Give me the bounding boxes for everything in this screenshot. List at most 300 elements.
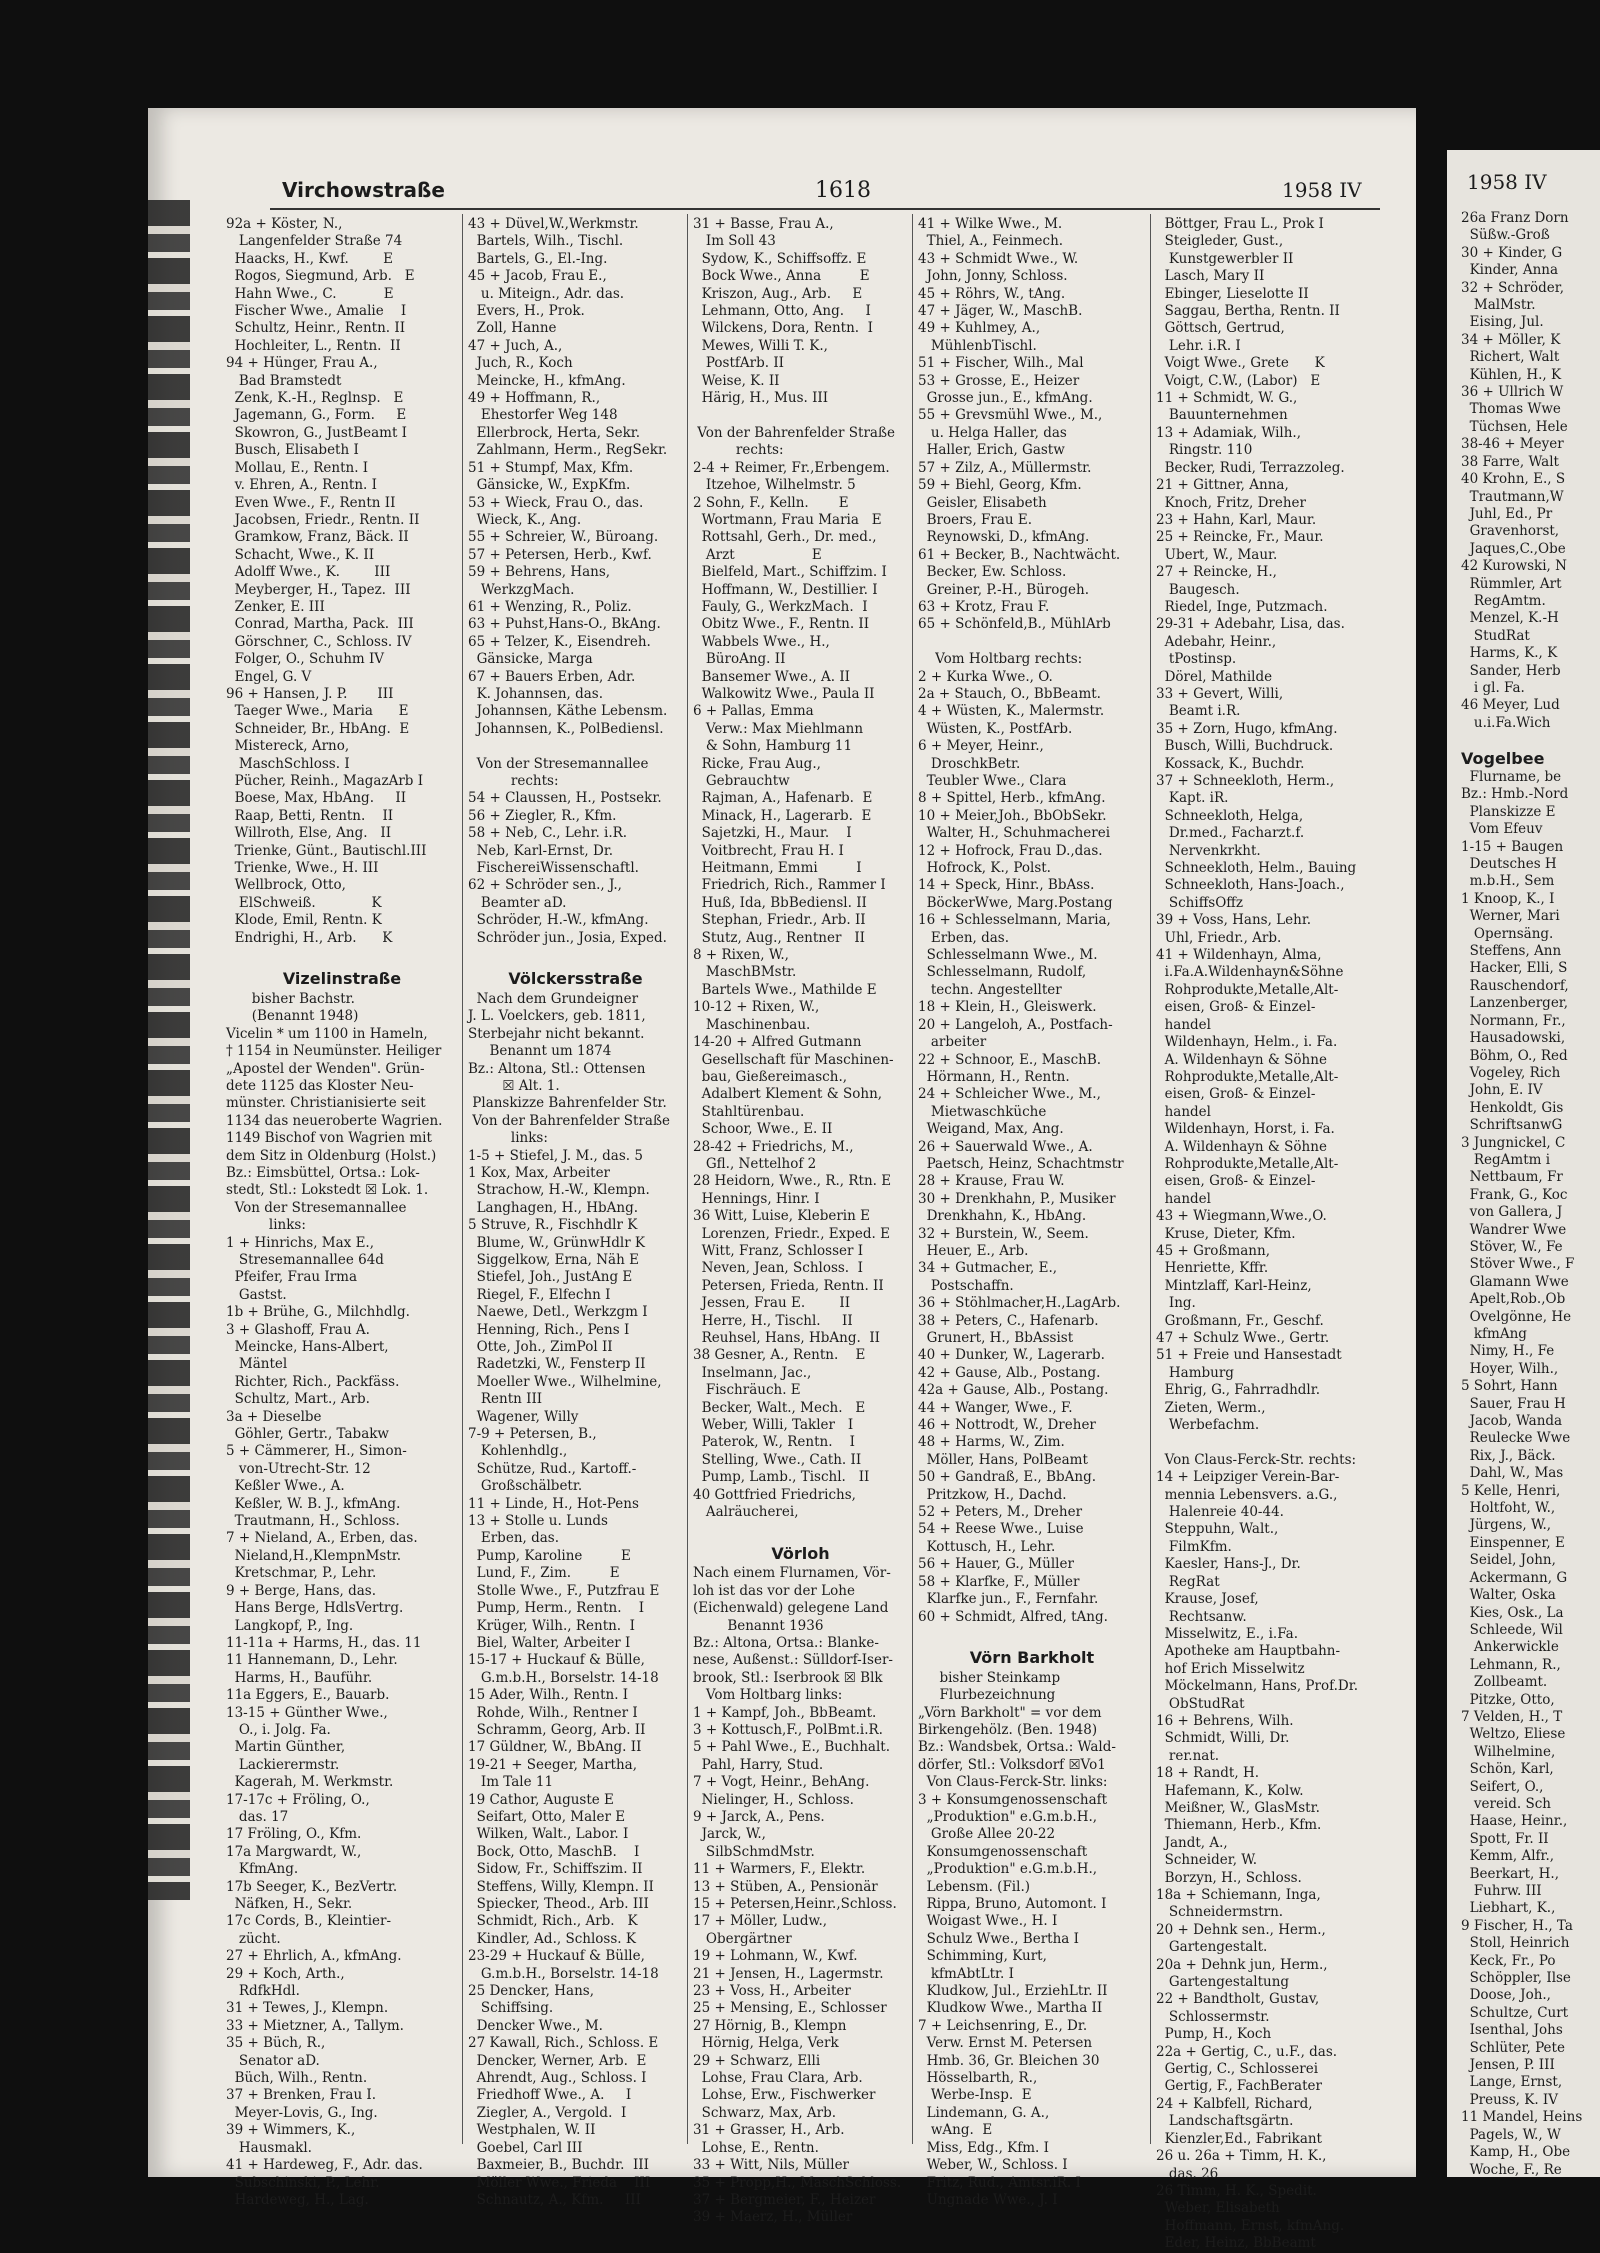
directory-entry-line: 5 Kelle, Henri, bbox=[1461, 1482, 1561, 1499]
directory-entry-line: Lohse, E., Rentn. bbox=[693, 2139, 819, 2156]
directory-entry-line: Friedhoff Wwe., A. I bbox=[468, 2087, 632, 2104]
street-heading: Vörn Barkholt bbox=[969, 1648, 1095, 1668]
directory-entry-line: Hardeweg, H., Lag. bbox=[226, 2191, 369, 2208]
directory-entry-line: Rentn III bbox=[468, 1391, 543, 1408]
directory-entry-line: Dencker, Werner, Arb. E bbox=[468, 2052, 647, 2069]
directory-entry-line: Sidow, Fr., Schiffszim. II bbox=[468, 1861, 643, 1878]
directory-entry-line: Sauer, Frau H bbox=[1461, 1395, 1566, 1412]
directory-entry-line: DroschkBetr. bbox=[918, 755, 1021, 772]
directory-entry-line bbox=[1461, 732, 1582, 749]
directory-entry-line: Kühlen, H., K bbox=[1461, 366, 1562, 383]
directory-entry-line: Sajetzki, H., Maur. I bbox=[693, 825, 852, 842]
directory-entry-line: 9 Fischer, H., Ta bbox=[1461, 1917, 1573, 1934]
directory-entry-line: RegRat bbox=[1156, 1573, 1220, 1590]
directory-entry-line: kfmAng bbox=[1461, 1326, 1527, 1342]
directory-entry-line: „Produktion" e.G.m.b.H., bbox=[918, 1861, 1098, 1878]
directory-entry-line: Ebinger, Lieselotte II bbox=[1156, 285, 1309, 302]
directory-entry-line: 1-5 + Stiefel, J. M., das. 5 bbox=[468, 1147, 643, 1164]
directory-entry-line: 22a + Gertig, C., u.F., das. bbox=[1156, 2043, 1338, 2060]
directory-entry-line: Verw.: Max Miehlmann bbox=[693, 720, 864, 737]
directory-entry-line: 24 + Schleicher Wwe., M., bbox=[918, 1086, 1101, 1103]
directory-entry-line: Bz.: Altona, Ortsa.: Blanke- bbox=[693, 1634, 879, 1651]
directory-entry-line: Gertig, F., FachBerater bbox=[1156, 2078, 1322, 2095]
directory-entry-line: Ehrig, G., Fahrradhdlr. bbox=[1156, 1382, 1321, 1399]
directory-entry-line: Rix, J., Bäck. bbox=[1461, 1447, 1556, 1464]
directory-entry-line: Johannsen, Käthe Lebensm. bbox=[468, 703, 668, 720]
directory-entry-line: Verw. Ernst M. Petersen bbox=[918, 2035, 1093, 2052]
directory-entry-line: 15 + Petersen,Heinr.,Schloss. bbox=[693, 1896, 897, 1912]
directory-entry-line: Knoch, Fritz, Dreher bbox=[1156, 494, 1306, 511]
directory-entry-line: John, Jonny, Schloss. bbox=[918, 268, 1068, 285]
directory-entry-line: Lohse, Frau Clara, Arb. bbox=[693, 2070, 863, 2087]
directory-entry-line: Möller Wwe., Frieda III bbox=[468, 2174, 651, 2191]
directory-entry-line: Conrad, Martha, Pack. III bbox=[226, 616, 414, 633]
directory-entry-line: Liebhart, K., bbox=[1461, 1900, 1556, 1917]
directory-entry-line: Johannsen, K., PolBediensl. bbox=[468, 720, 664, 737]
directory-entry-line: Jacobsen, Friedr., Rentn. II bbox=[226, 511, 420, 528]
street-heading: Vizelinstraße bbox=[282, 969, 402, 989]
directory-entry-line: A. Wildenhayn & Söhne bbox=[1156, 1051, 1327, 1068]
directory-entry-line: Opernsäng. bbox=[1461, 925, 1554, 942]
directory-entry-line: 45 + Großmann, bbox=[1156, 1242, 1270, 1259]
directory-entry-line: Dencker Wwe., M. bbox=[468, 2017, 603, 2034]
directory-entry-line: 3 + Glashoff, Frau A. bbox=[226, 1321, 370, 1338]
directory-entry-line: Lehr. i.R. I bbox=[1156, 337, 1241, 354]
directory-entry-line: Wildenhayn, Horst, i. Fa. bbox=[1156, 1121, 1335, 1138]
directory-entry-line: 30 + Kinder, G bbox=[1461, 244, 1563, 261]
directory-entry-line: Harms, H., Bauführ. bbox=[226, 1669, 373, 1686]
directory-entry-line: Beerkart, H., bbox=[1461, 1865, 1559, 1882]
directory-entry-line: 94 + Hünger, Frau A., bbox=[226, 355, 378, 372]
directory-entry-line: Holtfoht, W., bbox=[1461, 1500, 1556, 1517]
directory-entry-line: Seifart, Otto, Maler E bbox=[468, 1808, 626, 1825]
page-number: 1618 bbox=[815, 178, 871, 203]
directory-entry-line: Keßler, W. B. J., kfmAng. bbox=[226, 1495, 401, 1512]
directory-entry-line: 17b Seeger, K., BezVertr. bbox=[226, 1878, 398, 1895]
directory-entry-line: Hoffmann, Ernst, kfmAng. bbox=[1156, 2217, 1345, 2234]
directory-entry-line: BüroAng. II bbox=[693, 651, 786, 668]
directory-entry-line: 1149 Bischof von Wagrien mit bbox=[226, 1130, 432, 1147]
directory-entry-line: 96 + Hansen, J. P. III bbox=[226, 685, 394, 702]
directory-entry-line: Pump, H., Koch bbox=[1156, 2026, 1272, 2043]
directory-entry-line: 67 + Bauers Erben, Adr. bbox=[468, 668, 636, 685]
directory-entry-line: 26a Franz Dorn bbox=[1461, 210, 1569, 226]
directory-entry-line: Aalräucherei, bbox=[693, 1504, 799, 1521]
directory-entry-line: Kienzler,Ed., Fabrikant bbox=[1156, 2130, 1322, 2147]
directory-entry-line: Hafemann, K., Kolw. bbox=[1156, 1782, 1304, 1799]
directory-entry-line: 55 + Schreier, W., Büroang. bbox=[468, 529, 659, 546]
directory-entry-line: rechts: bbox=[693, 442, 784, 459]
directory-entry-line: Schlossermstr. bbox=[1156, 2008, 1270, 2025]
directory-entry-line: Willroth, Else, Ang. II bbox=[226, 825, 392, 842]
directory-entry-line: Schneekloth, Helm., Bauing bbox=[1156, 860, 1357, 877]
directory-entry-line: Adebahr, Heinr., bbox=[1156, 633, 1277, 650]
directory-entry-line: Böhm, O., Red bbox=[1461, 1047, 1568, 1064]
directory-entry-line: Becker, Ew. Schloss. bbox=[918, 564, 1067, 581]
directory-entry-line: Stolle Wwe., F., Putzfrau E bbox=[468, 1582, 660, 1599]
directory-entry-line: Richter, Rich., Packfäss. bbox=[226, 1373, 400, 1390]
directory-entry-line: 60 + Schmidt, Alfred, tAng. bbox=[918, 1608, 1108, 1625]
directory-entry-line: PostfArb. II bbox=[693, 355, 784, 372]
directory-entry-line: 26 Timm, H. K., Spedit. bbox=[1156, 2182, 1317, 2199]
directory-entry-line: Bartels Wwe., Mathilde E bbox=[693, 981, 877, 998]
directory-entry-line: Möckelmann, Hans, Prof.Dr. bbox=[1156, 1678, 1358, 1695]
directory-entry-line: Schneekloth, Helga, bbox=[1156, 807, 1304, 824]
directory-entry-line: Von der Stresemannallee bbox=[226, 1199, 407, 1216]
directory-entry-line: 14 + Speck, Hinr., BbAss. bbox=[918, 877, 1095, 894]
directory-entry-line: Flurname, be bbox=[1461, 769, 1562, 785]
directory-entry-line: Petersen, Frieda, Rentn. II bbox=[693, 1277, 884, 1294]
directory-entry-line: 56 + Hauer, G., Müller bbox=[918, 1556, 1074, 1573]
directory-entry-line: Kludkow Wwe., Martha II bbox=[918, 2000, 1103, 2017]
directory-entry-line: i gl. Fa. bbox=[1461, 679, 1525, 696]
directory-entry-line: 9 + Berge, Hans, das. bbox=[226, 1582, 376, 1599]
directory-entry-line: KfmAng. bbox=[226, 1861, 299, 1878]
directory-entry-line: dörfer, Stl.: Volksdorf ☒Vo1 bbox=[918, 1756, 1106, 1773]
directory-entry-line: Henkoldt, Gis bbox=[1461, 1099, 1564, 1116]
directory-entry-line: Teubler Wwe., Clara bbox=[918, 773, 1067, 789]
directory-entry-line: 54 + Claussen, H., Postsekr. bbox=[468, 790, 662, 807]
directory-entry-line: Hausmakl. bbox=[226, 2139, 312, 2156]
running-street-header: Virchowstraße bbox=[282, 178, 445, 202]
directory-entry-line: 25 + Reincke, Fr., Maur. bbox=[1156, 529, 1324, 546]
directory-entry-line: Werbefachm. bbox=[1156, 1417, 1260, 1434]
directory-entry-line: Apelt,Rob.,Ob bbox=[1461, 1291, 1566, 1308]
directory-entry-line: Einspenner, E bbox=[1461, 1534, 1565, 1551]
directory-entry-line: 11 + Schmidt, W. G., bbox=[1156, 390, 1298, 407]
directory-entry-line: techn. Angestellter bbox=[918, 981, 1062, 998]
directory-entry-line: Obitz Wwe., F., Rentn. II bbox=[693, 616, 870, 633]
directory-entry-line: Stahltürenbau. bbox=[693, 1103, 805, 1120]
directory-entry-line: Steigleder, Gust., bbox=[1156, 233, 1284, 250]
directory-entry-line: Folger, O., Schuhm IV bbox=[226, 651, 385, 668]
directory-entry-line: Schmidt, Willi, Dr. bbox=[1156, 1730, 1290, 1747]
directory-entry-line: Vom Efeuv bbox=[1461, 821, 1543, 838]
directory-entry-line: 30 + Drenkhahn, P., Musiker bbox=[918, 1190, 1116, 1207]
directory-entry-line: Lange, Ernst, bbox=[1461, 2074, 1563, 2091]
directory-entry-line: Bielfeld, Mart., Schiffzim. I bbox=[693, 564, 887, 581]
directory-entry-line: Lackierermstr. bbox=[226, 1756, 340, 1773]
directory-entry-line: Otte, Joh., ZimPol II bbox=[468, 1339, 613, 1355]
directory-entry-line: 21 + Jensen, H., Lagermstr. bbox=[693, 1965, 884, 1982]
directory-entry-line: Wellbrock, Otto, bbox=[226, 877, 346, 894]
adjacent-page-column bbox=[1461, 210, 1582, 2179]
directory-entry-line: MaschSchloss. I bbox=[226, 755, 350, 772]
directory-entry-line: Deutsches H bbox=[1461, 856, 1557, 873]
directory-entry-line: 65 + Telzer, K., Eisendreh. bbox=[468, 633, 651, 650]
directory-entry-line: K. Johannsen, das. bbox=[468, 685, 604, 702]
directory-entry-line: 9 + Jarck, A., Pens. bbox=[693, 1808, 825, 1825]
column-divider bbox=[462, 214, 463, 2144]
directory-entry-line: Großmann, Fr., Geschf. bbox=[1156, 1312, 1324, 1329]
directory-entry-line: 26 + Sauerwald Wwe., A. bbox=[918, 1138, 1093, 1155]
directory-entry-line: Böttger, Frau L., Prok I bbox=[1156, 216, 1324, 232]
column-4 bbox=[918, 216, 1146, 2208]
directory-entry-line: Stiefel, Joh., JustAng E bbox=[468, 1269, 633, 1286]
directory-entry-line: Kossack, K., Buchdr. bbox=[1156, 755, 1305, 772]
directory-entry-line: vereid. Sch bbox=[1461, 1795, 1551, 1812]
directory-entry-line: Lorenzen, Friedr., Exped. E bbox=[693, 1225, 890, 1242]
directory-entry-line: Eder, Heinz, BbBeamt bbox=[1156, 2235, 1316, 2252]
directory-entry-line: arbeiter bbox=[918, 1034, 987, 1051]
directory-entry-line: Mintzlaff, Karl-Heinz, bbox=[1156, 1277, 1312, 1294]
directory-entry-line: 14-20 + Alfred Gutmann bbox=[693, 1034, 862, 1051]
directory-entry-line: Weber, W., Schloss. I bbox=[918, 2157, 1068, 2174]
directory-entry-line: 5 Sohrt, Hann bbox=[1461, 1378, 1558, 1395]
directory-entry-line: Jensen, P. III bbox=[1461, 2057, 1555, 2074]
directory-entry-line: Pagels, W., W bbox=[1461, 2126, 1561, 2143]
directory-entry-line: Planskizze E bbox=[1461, 803, 1556, 820]
directory-entry-line: Mäntel bbox=[226, 1356, 288, 1373]
directory-entry-line: 16 + Schlesselmann, Maria, bbox=[918, 912, 1111, 929]
directory-entry-line: Weber, Willi, Takler I bbox=[693, 1417, 854, 1434]
directory-entry-line: Friedrich, Rich., Rammer I bbox=[693, 877, 886, 894]
directory-entry-line bbox=[918, 1626, 1146, 1643]
directory-entry-line: Erben, das. bbox=[468, 1530, 559, 1547]
directory-entry-line: Stoll, Heinrich bbox=[1461, 1935, 1570, 1952]
directory-entry-line: 41 + Wildenhayn, Alma, bbox=[1156, 947, 1322, 964]
directory-entry-line: Kludkow, Jul., ErziehLtr. II bbox=[918, 1983, 1108, 2000]
directory-entry-line: Lohse, Erw., Fischwerker bbox=[693, 2087, 876, 2104]
directory-entry-line: Haacks, H., Kwf. E bbox=[226, 250, 393, 267]
directory-entry-line: Broers, Frau E. bbox=[918, 511, 1033, 528]
directory-entry-line: Meyberger, H., Tapez. III bbox=[226, 581, 411, 598]
directory-entry-line: handel bbox=[1156, 1190, 1211, 1207]
directory-entry-line: 33 + Mietzner, A., Tallym. bbox=[226, 2017, 404, 2034]
directory-entry-line: Baugesch. bbox=[1156, 581, 1240, 598]
directory-entry-line: Weigand, Max, Ang. bbox=[918, 1121, 1064, 1138]
directory-entry-line: 7-9 + Petersen, B., bbox=[468, 1426, 597, 1443]
directory-entry-line: 38 Gesner, A., Rentn. E bbox=[693, 1347, 866, 1364]
directory-entry-line: Evers, H., Prok. bbox=[468, 303, 585, 320]
directory-entry-line: 23 + Hahn, Karl, Maur. bbox=[1156, 511, 1317, 528]
directory-entry-line: Hochleiter, L., Rentn. II bbox=[226, 337, 401, 354]
column-1 bbox=[226, 216, 458, 2208]
directory-entry-line: Fischer Wwe., Amalie I bbox=[226, 303, 407, 320]
directory-entry-line: 11a Eggers, E., Bauarb. bbox=[226, 1687, 390, 1704]
directory-entry-line bbox=[918, 634, 1146, 651]
directory-entry-line: brook, Stl.: Iserbrook ☒ Blk bbox=[693, 1669, 883, 1686]
directory-entry-line: Itzehoe, Wilhelmstr. 5 bbox=[693, 477, 856, 494]
directory-entry-line: Göttsch, Gertrud, bbox=[1156, 320, 1285, 337]
directory-entry-line: tPostinsp. bbox=[1156, 651, 1237, 668]
directory-entry-line: Isenthal, Johs bbox=[1461, 2022, 1563, 2039]
directory-entry-line: Bartels, G., El.-Ing. bbox=[468, 250, 608, 267]
directory-entry-line: 39 + Maerz, H., Müller bbox=[693, 2209, 853, 2226]
directory-entry-line: Wilken, Walt., Labor. I bbox=[468, 1826, 629, 1843]
directory-entry-line: Boese, Max, HbAng. II bbox=[226, 790, 407, 807]
directory-entry-line: 29 + Koch, Arth., bbox=[226, 1965, 345, 1982]
directory-entry-line: Misselwitz, E., i.Fa. bbox=[1156, 1625, 1299, 1642]
directory-entry-line: hof Erich Misselwitz bbox=[1156, 1660, 1305, 1677]
directory-entry-line: 13 + Adamiak, Wilh., bbox=[1156, 424, 1301, 441]
directory-entry-line: Postschaffn. bbox=[918, 1277, 1014, 1294]
directory-entry-line: Kagerah, M. Werkmstr. bbox=[226, 1774, 394, 1791]
directory-entry-line: Schiffsing. bbox=[468, 2000, 554, 2017]
directory-entry-line: Langenfelder Straße 74 bbox=[226, 233, 403, 250]
directory-entry-line: Rohde, Wilh., Rentner I bbox=[468, 1704, 638, 1721]
directory-entry-line: Henning, Rich., Pens I bbox=[468, 1321, 630, 1338]
directory-entry-line: 58 + Klarfke, F., Müller bbox=[918, 1573, 1080, 1590]
directory-entry-line: Adalbert Klement & Sohn, bbox=[693, 1086, 883, 1103]
directory-entry-line: 14 + Leipziger Verein-Bar- bbox=[1156, 1469, 1340, 1486]
directory-entry-line: Schröder, H.-W., kfmAng. bbox=[468, 912, 649, 929]
directory-entry-line: Werbe-Insp. E bbox=[918, 2087, 1032, 2104]
directory-entry-line bbox=[693, 407, 908, 424]
directory-entry-line: von Gallera, J bbox=[1461, 1204, 1563, 1221]
directory-entry-line: Naewe, Detl., Werkzgm I bbox=[468, 1304, 648, 1321]
directory-entry-line: Flurbezeichnung bbox=[918, 1687, 1056, 1704]
directory-entry-line: 37 + Schneekloth, Herm., bbox=[1156, 773, 1335, 789]
directory-entry-line: Hoffmann, W., Destillier. I bbox=[693, 581, 878, 598]
directory-entry-line: Vicelin * um 1100 in Hameln, bbox=[226, 1025, 428, 1042]
directory-entry-line: Vogeley, Rich bbox=[1461, 1064, 1561, 1081]
directory-entry-line: 48 + Harms, W., Zim. bbox=[918, 1434, 1065, 1451]
column-divider bbox=[687, 214, 688, 2144]
directory-entry-line: Gramkow, Franz, Bäck. II bbox=[226, 529, 409, 546]
directory-entry-line: Minack, H., Lagerarb. E bbox=[693, 807, 872, 824]
directory-entry-line: Schnautz, A., Kfm. III bbox=[468, 2191, 641, 2208]
directory-entry-line: Ungnade Wwe., J. I bbox=[918, 2191, 1058, 2208]
directory-entry-line: Hörnig, Helga, Verk bbox=[693, 2035, 839, 2052]
directory-entry-line: Mewes, Willi T. K., bbox=[693, 337, 828, 354]
directory-entry-line: Keck, Fr., Po bbox=[1461, 1952, 1556, 1969]
directory-entry-line: Westphalen, W. II bbox=[468, 2122, 596, 2139]
directory-entry-line: 1 + Hinrichs, Max E., bbox=[226, 1234, 375, 1251]
column-2 bbox=[468, 216, 683, 2208]
street-heading: Völckersstraße bbox=[508, 969, 643, 989]
directory-entry-line: 58 + Neb, C., Lehr. i.R. bbox=[468, 825, 628, 842]
directory-entry-line: Maschinenbau. bbox=[693, 1016, 811, 1033]
directory-entry-line: Richert, Walt bbox=[1461, 349, 1560, 366]
directory-entry-line: 11 Mandel, Heins bbox=[1461, 2109, 1583, 2126]
directory-entry-line: Thiemann, Herb., Kfm. bbox=[1156, 1817, 1322, 1834]
directory-entry-line: Walter, Oska bbox=[1461, 1587, 1556, 1604]
directory-entry-line: 59 + Behrens, Hans, bbox=[468, 564, 611, 581]
directory-entry-line: Ricke, Frau Aug., bbox=[693, 755, 821, 772]
directory-entry-line: 36 + Ullrich W bbox=[1461, 384, 1564, 401]
directory-entry-line: dete 1125 das Kloster Neu- bbox=[226, 1077, 414, 1094]
directory-entry-line: 1-15 + Baugen bbox=[1461, 838, 1564, 855]
directory-entry-line: Pump, Karoline E bbox=[468, 1547, 631, 1564]
directory-entry-line: † 1154 in Neumünster. Heiliger bbox=[226, 1043, 442, 1060]
directory-entry-line: Rechtsanw. bbox=[1156, 1608, 1247, 1625]
directory-entry-line: J. L. Voelckers, geb. 1811, bbox=[468, 1008, 646, 1025]
directory-entry-line: Ellerbrock, Herta, Sekr. bbox=[468, 424, 641, 441]
directory-entry-line: Beamt i.R. bbox=[1156, 703, 1241, 720]
directory-entry-line: Busch, Willi, Buchdruck. bbox=[1156, 738, 1334, 755]
directory-entry-line: Bauunternehmen bbox=[1156, 407, 1288, 424]
directory-entry-line: Biel, Walter, Arbeiter I bbox=[468, 1634, 631, 1651]
directory-entry-line: Haase, Heinr., bbox=[1461, 1813, 1568, 1830]
directory-entry-line: Meincke, H., kfmAng. bbox=[468, 372, 626, 389]
directory-entry-line: u. Helga Haller, das bbox=[918, 424, 1067, 441]
directory-entry-line: 26 u. 26a + Timm, H. K., bbox=[1156, 2148, 1327, 2165]
directory-entry-line: 62 + Schröder sen., J., bbox=[468, 877, 622, 894]
directory-entry-line: 31 + Tewes, J., Klempn. bbox=[226, 2000, 389, 2017]
directory-entry-line: Zenk, K.-H., Reglnsp. E bbox=[226, 390, 404, 407]
directory-entry-line: Radetzki, W., Fensterp II bbox=[468, 1356, 646, 1373]
directory-entry-line: Schneider, W. bbox=[1156, 1852, 1258, 1869]
directory-entry-line: 19 + Lohmann, W., Kwf. bbox=[693, 1948, 858, 1965]
directory-entry-line: Steffens, Willy, Klempn. II bbox=[468, 1878, 654, 1895]
directory-entry-line: 11 + Linde, H., Hot-Pens bbox=[468, 1495, 639, 1512]
directory-entry-line: Kapt. iR. bbox=[1156, 790, 1229, 807]
directory-entry-line: Rottsahl, Gerh., Dr. med., bbox=[693, 529, 877, 546]
directory-entry-line: Schacht, Wwe., K. II bbox=[226, 546, 375, 563]
directory-entry-line: 46 Meyer, Lud bbox=[1461, 697, 1560, 714]
directory-entry-line: Schneekloth, Hans-Joach., bbox=[1156, 877, 1345, 894]
directory-entry-line: 22 + Bandtholt, Gustav, bbox=[1156, 1991, 1320, 2008]
directory-entry-line: Siggelkow, Erna, Näh E bbox=[468, 1251, 639, 1268]
directory-entry-line: Woigast Wwe., H. I bbox=[918, 1913, 1058, 1930]
directory-entry-line: Süßw.-Groß bbox=[1461, 227, 1550, 244]
directory-entry-line: Meyer-Lovis, G., Ing. bbox=[226, 2104, 378, 2121]
directory-entry-line: Vom Holtbarg rechts: bbox=[918, 651, 1083, 668]
directory-entry-line: Apotheke am Hauptbahn- bbox=[1156, 1643, 1341, 1660]
directory-entry-line: 13-15 + Günther Wwe., bbox=[226, 1704, 388, 1721]
directory-entry-line: Benannt 1936 bbox=[693, 1617, 824, 1634]
directory-entry-line: Zenker, E. III bbox=[226, 598, 325, 615]
directory-entry-line: Wabbels Wwe., H., bbox=[693, 633, 830, 650]
directory-entry-line: 1b + Brühe, G., Milchhdlg. bbox=[226, 1304, 410, 1321]
directory-entry-line: 40 Gottfried Friedrichs, bbox=[693, 1486, 856, 1503]
directory-entry-line: ElSchweiß. K bbox=[226, 894, 382, 911]
directory-entry-line: Zieten, Werm., bbox=[1156, 1399, 1266, 1416]
directory-entry-line: 63 + Krotz, Frau F. bbox=[918, 598, 1050, 615]
directory-entry-line: Adolff Wwe., K. III bbox=[226, 564, 391, 581]
directory-entry-line: ☒ Alt. 1. bbox=[468, 1077, 560, 1094]
directory-entry-line: Hausadowski, bbox=[1461, 1030, 1566, 1047]
directory-entry-line: Hoyer, Wilh., bbox=[1461, 1360, 1559, 1377]
directory-entry-line: Klarfke jun., F., Fernfahr. bbox=[918, 1591, 1099, 1608]
directory-entry-line: münster. Christianisierte seit bbox=[226, 1095, 426, 1112]
directory-entry-line: Baxmeier, B., Buchdr. III bbox=[468, 2157, 649, 2174]
directory-entry-line: Paterok, W., Rentn. I bbox=[693, 1434, 856, 1451]
directory-entry-line bbox=[1156, 1434, 1408, 1451]
directory-entry-line: 7 Velden, H., T bbox=[1461, 1708, 1563, 1725]
directory-entry-line: 10 + Meier,Joh., BbObSekr. bbox=[918, 807, 1107, 824]
directory-entry-line: Ahrendt, Aug., Schloss. I bbox=[468, 2070, 647, 2087]
directory-entry-line: Hans Berge, HdlsVertrg. bbox=[226, 1600, 404, 1617]
directory-entry-line: 40 + Dunker, W., Lagerarb. bbox=[918, 1347, 1105, 1364]
directory-entry-line: 56 + Ziegler, R., Kfm. bbox=[468, 807, 617, 824]
directory-entry-line: Rümmler, Art bbox=[1461, 575, 1562, 592]
directory-entry-line: 43 + Wiegmann,Wwe.,O. bbox=[1156, 1208, 1327, 1225]
directory-entry-line: 28-42 + Friedrichs, M., bbox=[693, 1138, 854, 1155]
directory-entry-line: Von Claus-Ferck-Str. links: bbox=[918, 1774, 1108, 1791]
directory-entry-line: Hamburg bbox=[1156, 1364, 1234, 1381]
directory-entry-line: Hmb. 36, Gr. Bleichen 30 bbox=[918, 2052, 1100, 2069]
directory-entry-line: Spiecker, Theod., Arb. III bbox=[468, 1896, 649, 1912]
directory-entry-line: Grunert, H., BbAssist bbox=[918, 1330, 1074, 1346]
directory-entry-line: 44 + Wanger, Wwe., F. bbox=[918, 1399, 1073, 1416]
directory-entry-line: Dahl, W., Mas bbox=[1461, 1465, 1564, 1482]
directory-entry-line: 54 + Reese Wwe., Luise bbox=[918, 1521, 1084, 1538]
directory-entry-line: 61 + Becker, B., Nachtwächt. bbox=[918, 546, 1121, 563]
directory-entry-line: Hacker, Elli, S bbox=[1461, 960, 1568, 977]
directory-entry-line: Witt, Franz, Schlosser I bbox=[693, 1242, 864, 1259]
directory-entry-line: Busch, Elisabeth I bbox=[226, 442, 359, 459]
directory-entry-line: Trautmann, H., Schloss. bbox=[226, 1513, 400, 1530]
directory-entry-line: 37 + Bergmeier, F., Heizer bbox=[693, 2191, 876, 2208]
directory-entry-line: Kunstgewerbler II bbox=[1156, 250, 1294, 267]
directory-entry-line: Ackermann, G bbox=[1461, 1569, 1568, 1586]
directory-entry-line: Bartels, Wilh., Tischl. bbox=[468, 233, 624, 250]
directory-entry-line: Pump, Lamb., Tischl. II bbox=[693, 1469, 870, 1486]
directory-entry-line: Walkowitz Wwe., Paula II bbox=[693, 685, 875, 702]
directory-entry-line: 45 + Röhrs, W., tAng. bbox=[918, 285, 1066, 302]
